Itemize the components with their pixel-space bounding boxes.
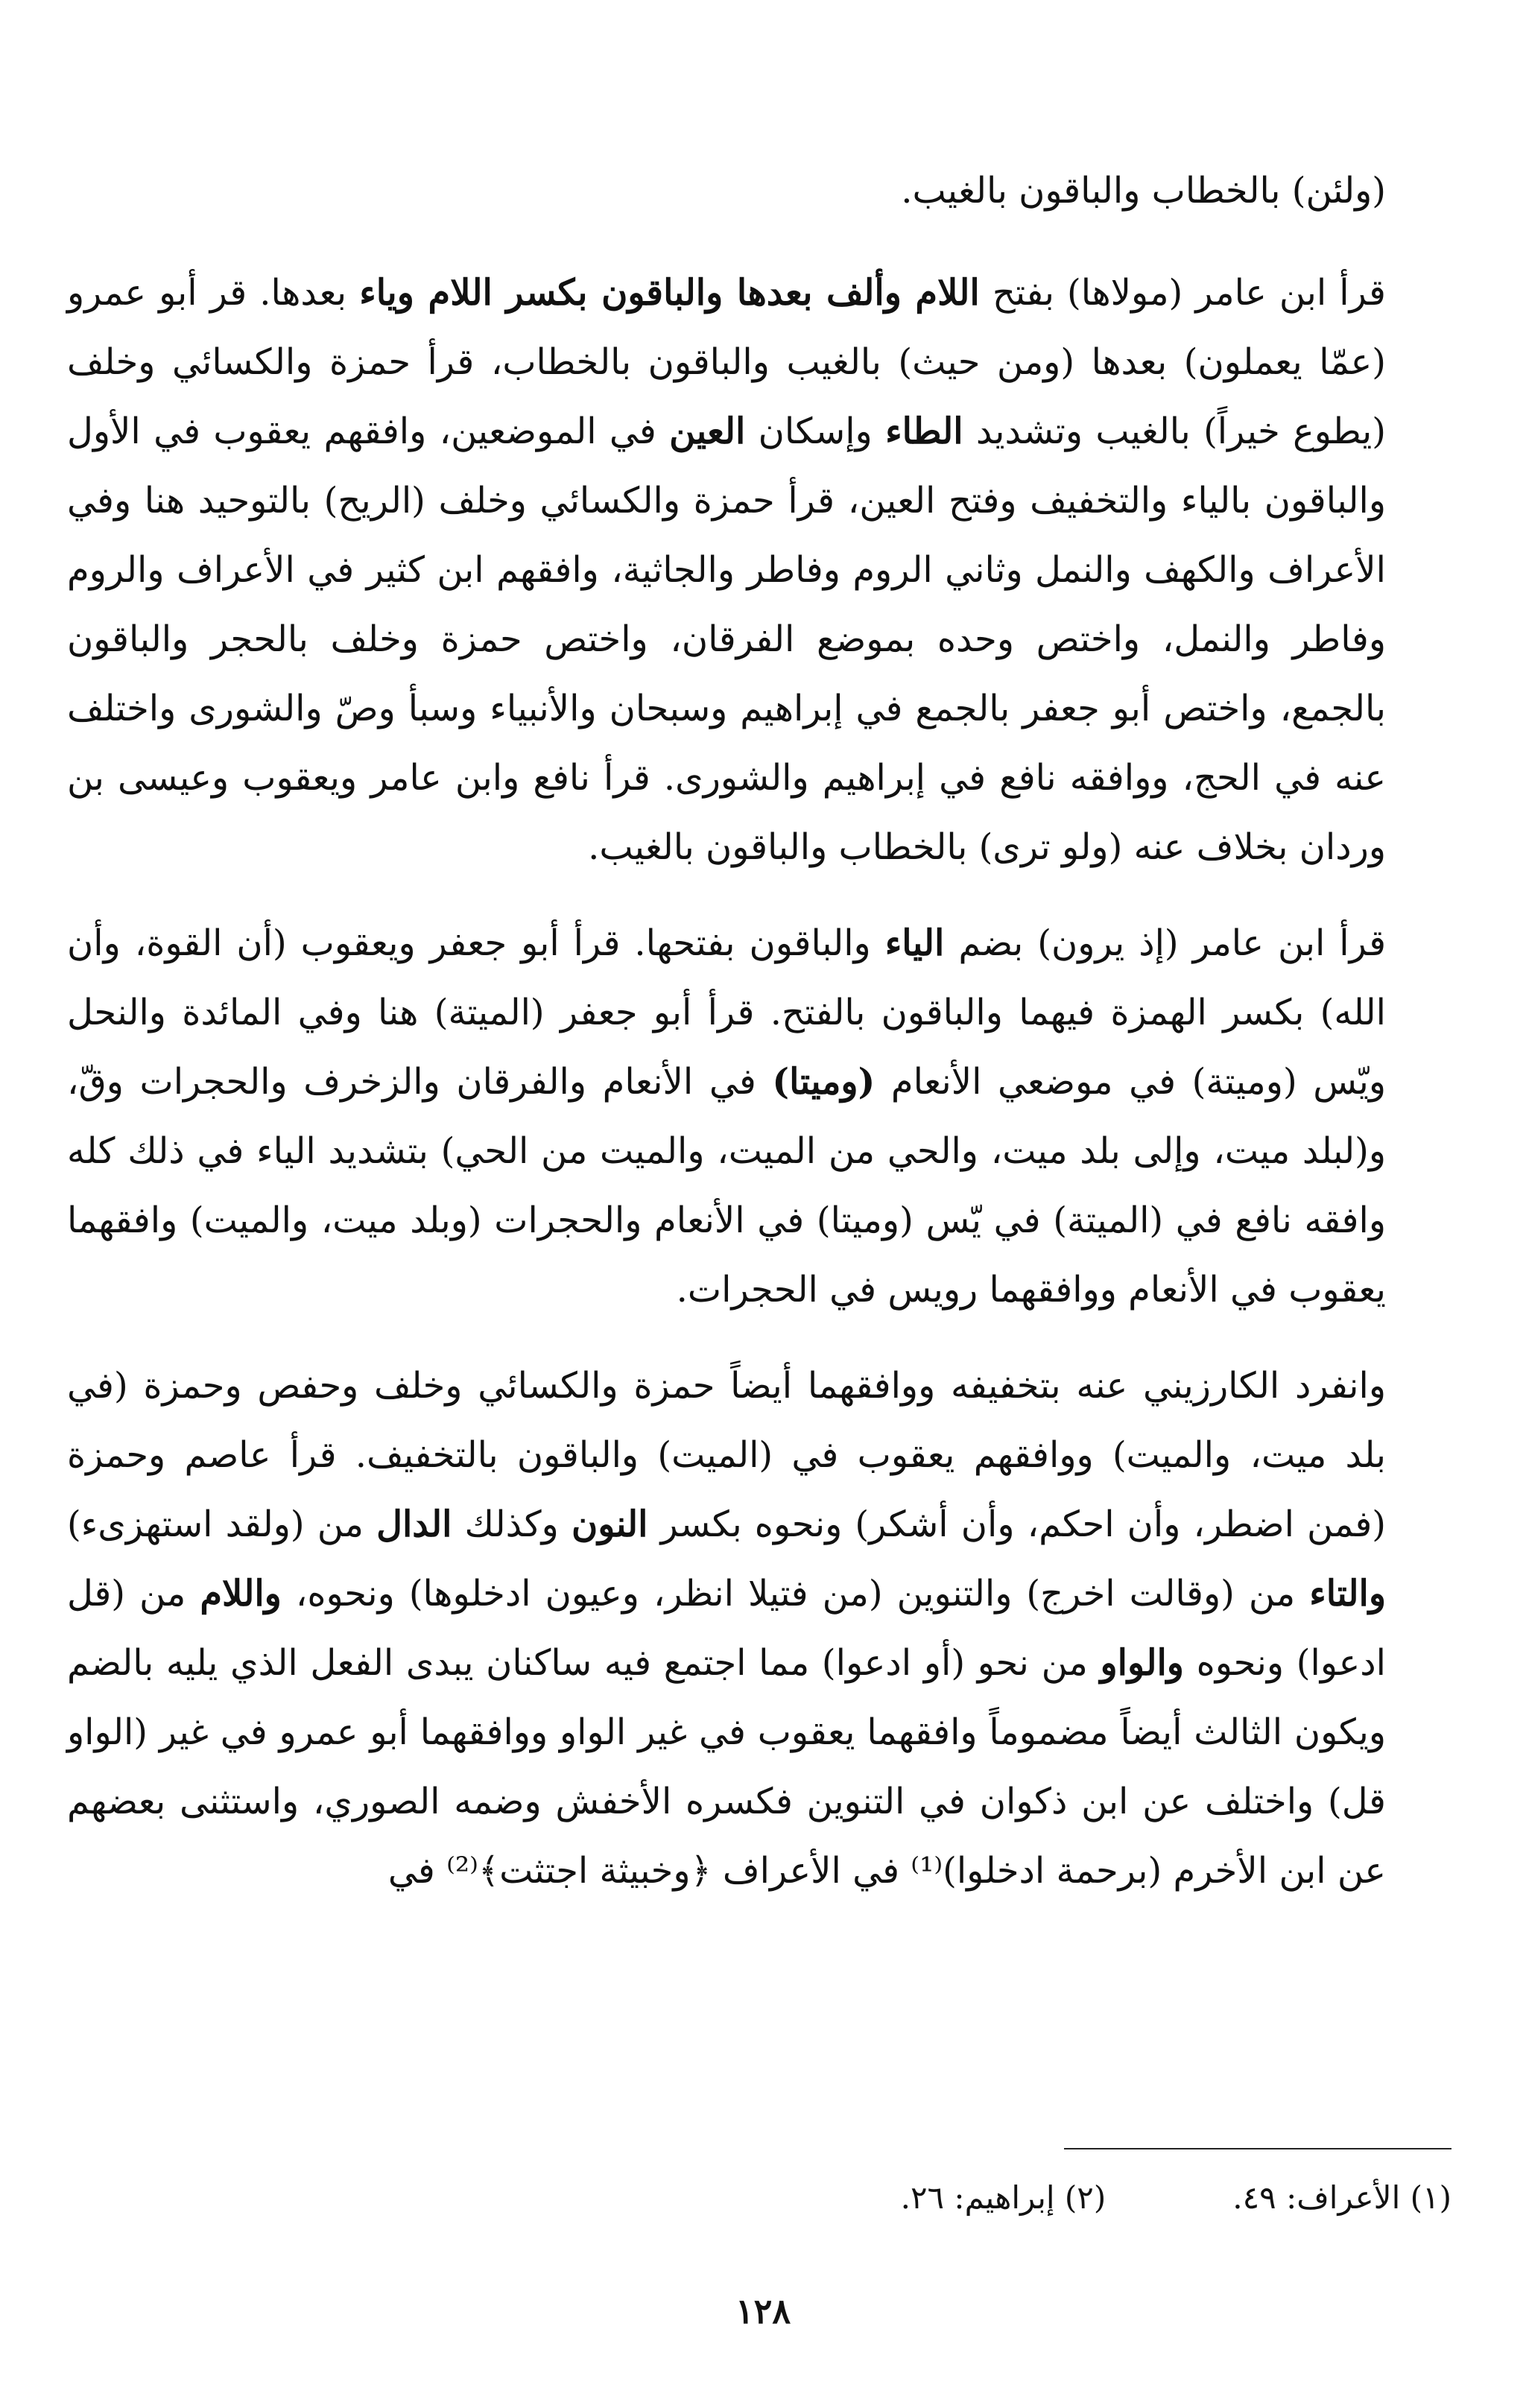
paragraph-3 (67, 909, 1386, 1325)
text-run: من (وقالت اخرج) والتنوين (من فتيلا انظر، وعيون ادخلوها) ونحوه، (281, 1573, 1310, 1615)
footnote-divider (1064, 2148, 1451, 2149)
text-run: قرأ ابن عامر (مولاها) بفتح (979, 272, 1387, 314)
bold-text-run: الطاء (885, 411, 963, 452)
page-body (67, 156, 1386, 1933)
text-run: من نحو (أو ادعوا) مما اجتمع فيه ساكنان يبدى الفعل الذي يليه بالضم ويكون الثالث أيضاً مضموماً وافقهما يعقوب في غير الواو ووافقهما أبو عمرو في غير (الواو قل) واختلف عن ابن ذكوان في التنوين فكسره الأخفش وضمه الصوري، واستثنى بعضهم عن ابن الأخرم (برحمة ادخلوا)⁽¹⁾ في الأعراف ﴿وخبيثة اجتثت﴾⁽²⁾ في (67, 1642, 1386, 1892)
text-run: في الموضعين، وافقهم يعقوب في الأول والباقون بالياء والتخفيف وفتح العين، قرأ حمزة والكسائي وخلف (الريح) بالتوحيد هنا وفي الأعراف والكهف والنمل وثاني الروم وفاطر والجاثية، وافقهم ابن كثير في الأعراف والروم وفاطر والنمل، واختص وحده بموضع الفرقان، واختص حمزة وخلف بالحجر والباقون بالجمع، واختص أبو جعفر بالجمع في إبراهيم وسبحان والأنبياء وسبأ وصّ والشورى واختلف عنه في الحج، ووافقه نافع في إبراهيم والشورى. قرأ نافع وابن عامر ويعقوب وعيسى بن وردان بخلاف عنه (ولو ترى) بالخطاب والباقون بالغيب. (67, 411, 1386, 868)
bold-text-run: العين (669, 411, 746, 452)
bold-text-run: والتاء (1309, 1573, 1387, 1615)
text-run: من (قل ادعوا) ونحوه (67, 1573, 1386, 1684)
bold-text-run: الدال (376, 1504, 452, 1545)
footnote-1: (١) الأعراف: ٤٩. (1232, 2179, 1451, 2216)
text-run: من (ولقد استهزىء) (67, 1504, 377, 1545)
text-run: وإسكان (745, 411, 886, 452)
paragraph-1 (67, 156, 1386, 226)
text-run: في الأنعام والفرقان والزخرف والحجرات وقّ، و(لبلد ميت، وإلى بلد ميت، والحي من الميت، والميت من الحي) بتشديد الياء في ذلك كله وافقه نافع في (الميتة) في يّس (وميتا) في الأنعام والحجرات (وبلد ميت، والميت) وافقهما يعقوب في الأنعام ووافقهما رويس في الحجرات. (67, 1061, 1386, 1311)
bold-text-run: واللام (200, 1573, 282, 1615)
bold-text-run: والواو (1100, 1642, 1184, 1684)
text-run: بعدها. قر أبو عمرو (عمّا يعملون) بعدها (ومن حيث) بالغيب والباقون بالخطاب، قرأ حمزة والكسائي وخلف (يطوع خيراً) بالغيب وتشديد (67, 272, 1387, 452)
bold-text-run: (وميتا) (772, 1061, 876, 1103)
page-number: ١٢٨ (735, 2291, 791, 2331)
text-run: وانفرد الكارزيني عنه بتخفيفه ووافقهما أيضاً حمزة والكسائي وخلف وحفص وحمزة (في بلد ميت، والميت) ووافقهم يعقوب في (الميت) والباقون بالتخفيف. قرأ عاصم وحمزة (فمن اضطر، وأن احكم، وأن أشكر) ونحوه بكسر (67, 1365, 1386, 1545)
bold-text-run: الياء (884, 922, 945, 964)
text-run: وكذلك (452, 1504, 572, 1545)
text-run: قرأ ابن عامر (إذ يرون) بضم (944, 922, 1387, 964)
paragraph-4 (67, 1352, 1386, 1906)
bold-text-run: اللام وألف بعدها والباقون بكسر اللام وياء (359, 272, 980, 314)
footnotes (259, 2176, 1451, 2220)
bold-text-run: النون (571, 1504, 648, 1545)
footnote-2: (٢) إبراهيم: ٢٦. (900, 2179, 1106, 2216)
text-run: (ولئن) بالخطاب والباقون بالغيب. (901, 170, 1386, 212)
text-run: والباقون بفتحها. قرأ أبو جعفر ويعقوب (أن القوة، وأن الله) بكسر الهمزة فيهما والباقون بالفتح. قرأ أبو جعفر (الميتة) هنا وفي المائدة والنحل ويّس (وميتة) في موضعي الأنعام (67, 922, 1386, 1103)
paragraph-2 (67, 259, 1386, 882)
